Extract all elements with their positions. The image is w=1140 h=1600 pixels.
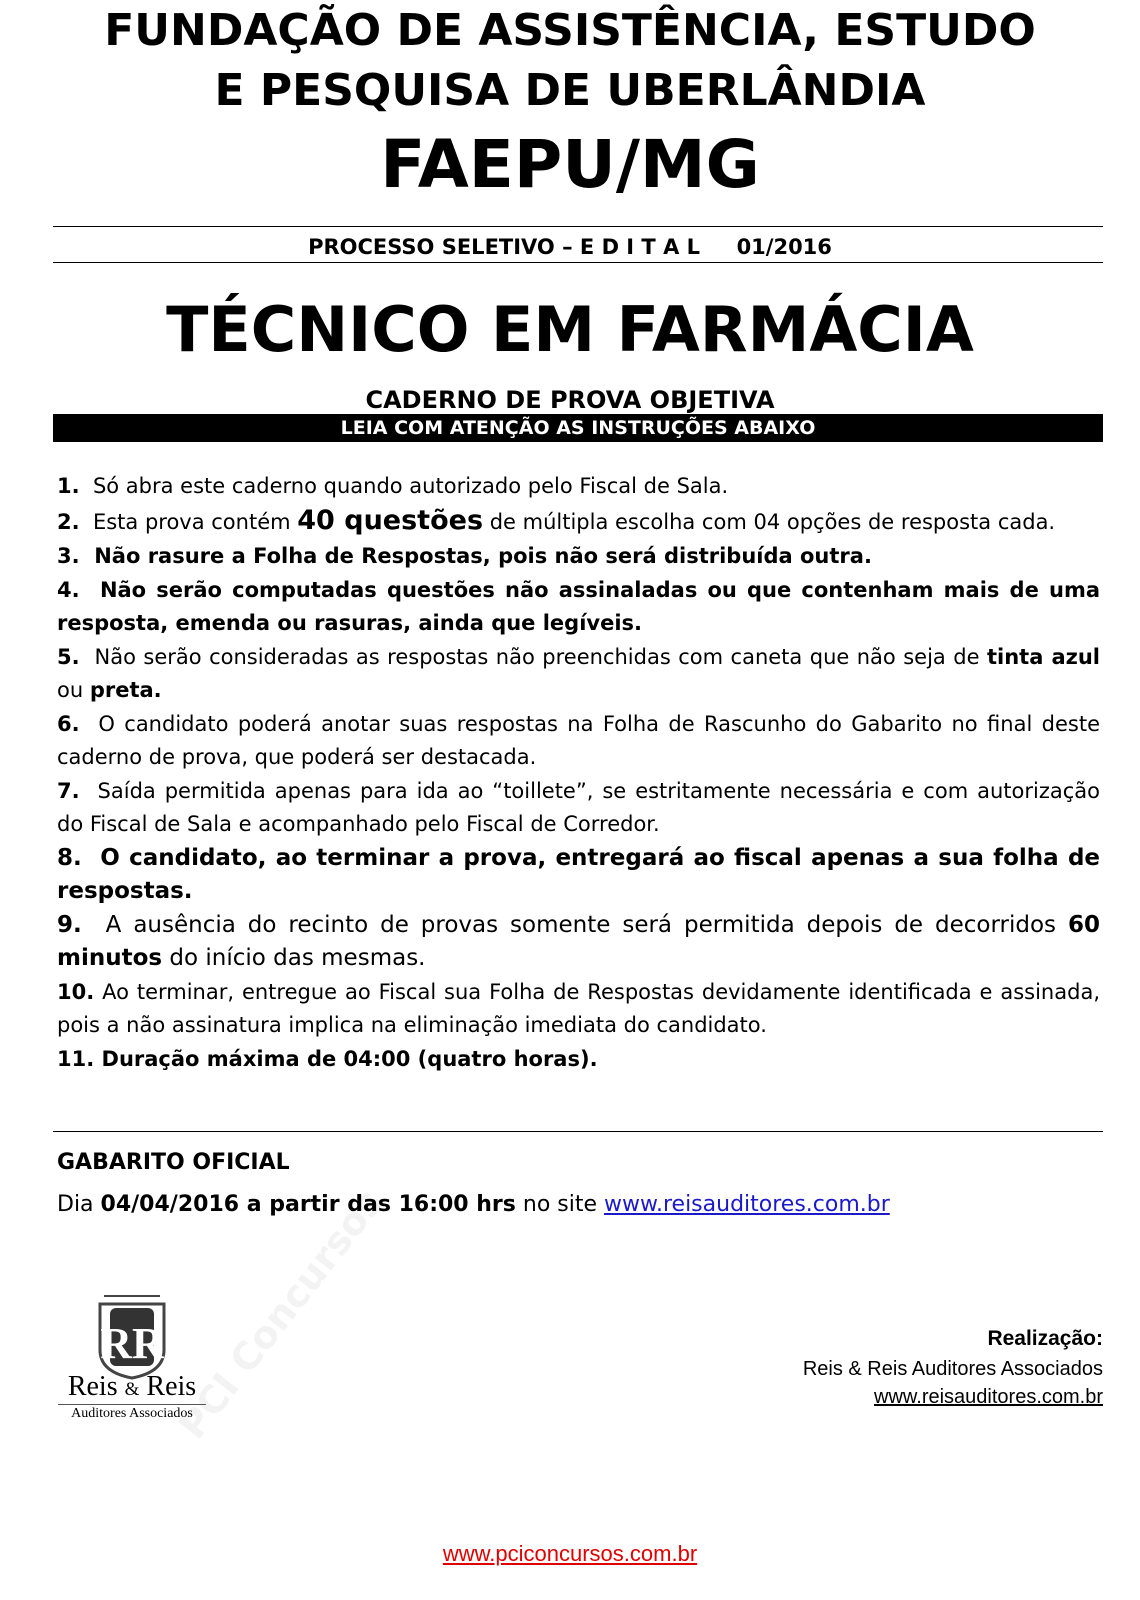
booklet-title: CADERNO DE PROVA OBJETIVA <box>365 386 775 414</box>
instruction-9: 9. A ausência do recinto de provas somente será permitida depois de decorridos 60 minutos do início das mesmas. <box>57 912 1100 971</box>
footer-url[interactable]: www.pciconcursos.com.br <box>442 1541 698 1566</box>
instruction-1: 1. Só abra este caderno quando autorizado pelo Fiscal de Sala. <box>57 474 729 498</box>
realizacao-url[interactable]: www.reisauditores.com.br <box>874 1386 1103 1408</box>
realizacao-title: Realização: <box>987 1327 1103 1350</box>
org-acronym: FAEPU/MG <box>380 126 760 203</box>
process-rule <box>53 262 1103 263</box>
gabarito-title: GABARITO OFICIAL <box>57 1150 290 1175</box>
gabarito-date: Dia 04/04/2016 a partir das 16:00 hrs no site www.reisauditores.com.br <box>57 1192 890 1217</box>
instructions-banner: LEIA COM ATENÇÃO AS INSTRUÇÕES ABAIXO <box>53 414 1103 442</box>
instruction-4: 4. Não serão computadas questões não assinaladas ou que contenham mais de uma resposta, emenda ou rasuras, ainda que legíveis. <box>57 578 1101 635</box>
org-name-line2: E PESQUISA DE UBERLÂNDIA <box>214 65 926 116</box>
watermark <box>170 1089 463 1447</box>
position-title: TÉCNICO EM FARMÁCIA <box>166 293 974 366</box>
top-rule <box>53 226 1103 227</box>
org-name-line1: FUNDAÇÃO DE ASSISTÊNCIA, ESTUDO <box>104 5 1036 56</box>
process-title: PROCESSO SELETIVO – E D I T A L 01/2016 <box>308 235 832 259</box>
realizacao-name: Reis & Reis Auditores Associados <box>802 1358 1103 1380</box>
instruction-5: 5. Não serão consideradas as respostas não preenchidas com caneta que não seja de tinta azul ou preta. <box>57 645 1100 702</box>
logo-name: Reis & Reis <box>67 1371 197 1402</box>
instruction-8: 8. O candidato, ao terminar a prova, entregará ao fiscal apenas a sua folha de respostas. <box>57 845 1101 904</box>
instructions-list <box>57 470 1100 1077</box>
instruction-10: 10. Ao terminar, entregue ao Fiscal sua Folha de Respostas devidamente identificada e assinada, pois a não assinatura implica na eliminação imediata do candidato. <box>57 980 1100 1037</box>
instruction-11: 11. Duração máxima de 04:00 (quatro horas). <box>57 1047 598 1071</box>
instruction-3: 3. Não rasure a Folha de Respostas, pois não será distribuída outra. <box>57 544 872 568</box>
gabarito-site-link[interactable]: www.reisauditores.com.br <box>604 1192 890 1217</box>
instruction-2: 2. Esta prova contém 40 questões de múltipla escolha com 04 opções de resposta cada. <box>57 505 1056 536</box>
instruction-6: 6. O candidato poderá anotar suas respostas na Folha de Rascunho do Gabarito no final deste caderno de prova, que poderá ser destacada. <box>57 712 1100 769</box>
logo-monogram: RR <box>100 1319 164 1368</box>
gabarito-rule <box>53 1131 1103 1132</box>
instruction-7: 7. Saída permitida apenas para ida ao “toillete”, se estritamente necessária e com autorização do Fiscal de Sala e acompanhado pelo Fiscal de Corredor. <box>57 779 1100 836</box>
logo-subtitle: Auditores Associados <box>71 1406 193 1421</box>
